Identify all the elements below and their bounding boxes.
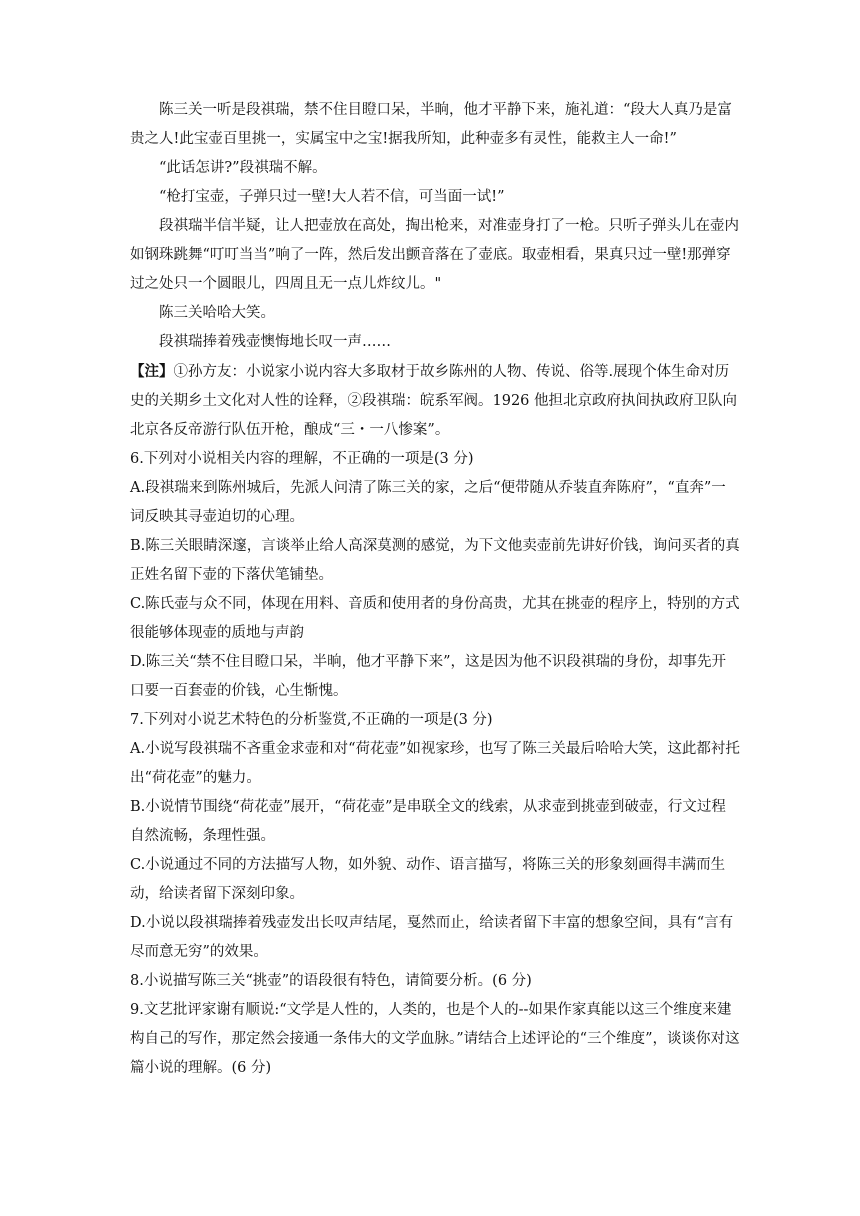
- option-a: A.小说写段祺瑞不吝重金求壶和对“荷花壶”如视家珍，也写了陈三关最后哈哈大笑，这此都衬托出“荷花壶”的魅力。: [130, 741, 740, 786]
- question-9: [130, 996, 740, 1083]
- story-paragraph: 段祺瑞捧着残壶懊悔地长叹一声……: [159, 334, 391, 350]
- question-8: [130, 967, 740, 996]
- story-paragraph: 段祺瑞半信半疑，让人把壶放在高处，掏出枪来，对准壶身打了一枪。只听子弹头儿在壶内如钢珠跳舞“叮叮当当”响了一阵，然后发出颤音落在了壶底。取壶相看，果真只过一壁!那弹穿过之处只一个圆眼儿，四周且无一点儿炸纹儿。": [130, 218, 739, 292]
- question-stem: 7.下列对小说艺术特色的分析鉴赏,不正确的一项是(3 分): [130, 712, 493, 728]
- option-c: C.小说通过不同的方法描写人物，如外貌、动作、语言描写，将陈三关的形象刻画得丰满而生动，给读者留下深刻印象。: [130, 857, 726, 902]
- option-a: A.段祺瑞来到陈州城后，先派人问清了陈三关的家，之后“便带随从乔装直奔陈府”，“直奔”一词反映其寻壶迫切的心理。: [130, 480, 726, 525]
- note: [130, 357, 740, 445]
- option-c: C.陈氏壶与众不同，体现在用料、音质和使用者的身份高贵，尤其在挑壶的程序上，特别的方式很能够体现壶的质地与声韵: [130, 596, 740, 641]
- question-stem: 9.文艺批评家谢有顺说:“文学是人性的，人类的，也是个人的--如果作家真能以这三个维度来建构自己的写作，那定然会接通一条伟大的文学血脉。”请结合上述评论的“三个维度”，谈谈你对这篇小说的理解。(6 分): [130, 1002, 740, 1076]
- story-paragraph: 陈三关哈哈大笑。: [159, 305, 275, 321]
- question-7: [130, 706, 740, 967]
- story-section: [130, 96, 740, 357]
- note-text: ①孙方友：小说家小说内容大多取材于故乡陈州的人物、传说、俗等.展现个体生命对历史的关期乡土文化对人性的诠释，②段祺瑞：皖系军阀。1926 他担北京政府执间执政府卫队向北京各反帝游行队伍开枪，酿成“三・一八惨案”。: [130, 364, 738, 438]
- option-d: D.陈三关“禁不住目瞪口呆，半晌，他才平静下来”，这是因为他不识段祺瑞的身份，却事先开口要一百套壶的价钱，心生惭愧。: [130, 654, 727, 699]
- question-stem: 6.下列对小说相关内容的理解，不正确的一项是(3 分): [130, 451, 474, 467]
- story-paragraph: “枪打宝壶，子弹只过一壁!大人若不信，可当面一试!”: [159, 189, 505, 205]
- note-label: 【注】: [130, 363, 174, 380]
- question-6: [130, 445, 740, 706]
- document-page: [130, 96, 740, 1083]
- question-stem: 8.小说描写陈三关“挑壶”的语段很有特色，请简要分析。(6 分): [130, 973, 532, 989]
- option-d: D.小说以段祺瑞捧着残壶发出长叹声结尾，戛然而止，给读者留下丰富的想象空间，具有“言有尽而意无穷”的效果。: [130, 915, 734, 960]
- option-b: B.小说情节围绕“荷花壶”展开，“荷花壶”是串联全文的线索，从求壶到挑壶到破壶，行文过程自然流畅，条理性强。: [130, 799, 726, 844]
- option-b: B.陈三关眼睛深邃，言谈举止给人高深莫测的感觉，为下文他卖壶前先讲好价钱，询问买者的真正姓名留下壶的下落伏笔铺垫。: [130, 538, 740, 583]
- story-paragraph: “此话怎讲?”段祺瑞不解。: [159, 160, 327, 176]
- story-paragraph: 陈三关一听是段祺瑞，禁不住目瞪口呆，半晌，他才平静下来，施礼道：“段大人真乃是富贵之人!此宝壶百里挑一，实属宝中之宝!据我所知，此种壶多有灵性，能救主人一命!”: [130, 102, 732, 147]
